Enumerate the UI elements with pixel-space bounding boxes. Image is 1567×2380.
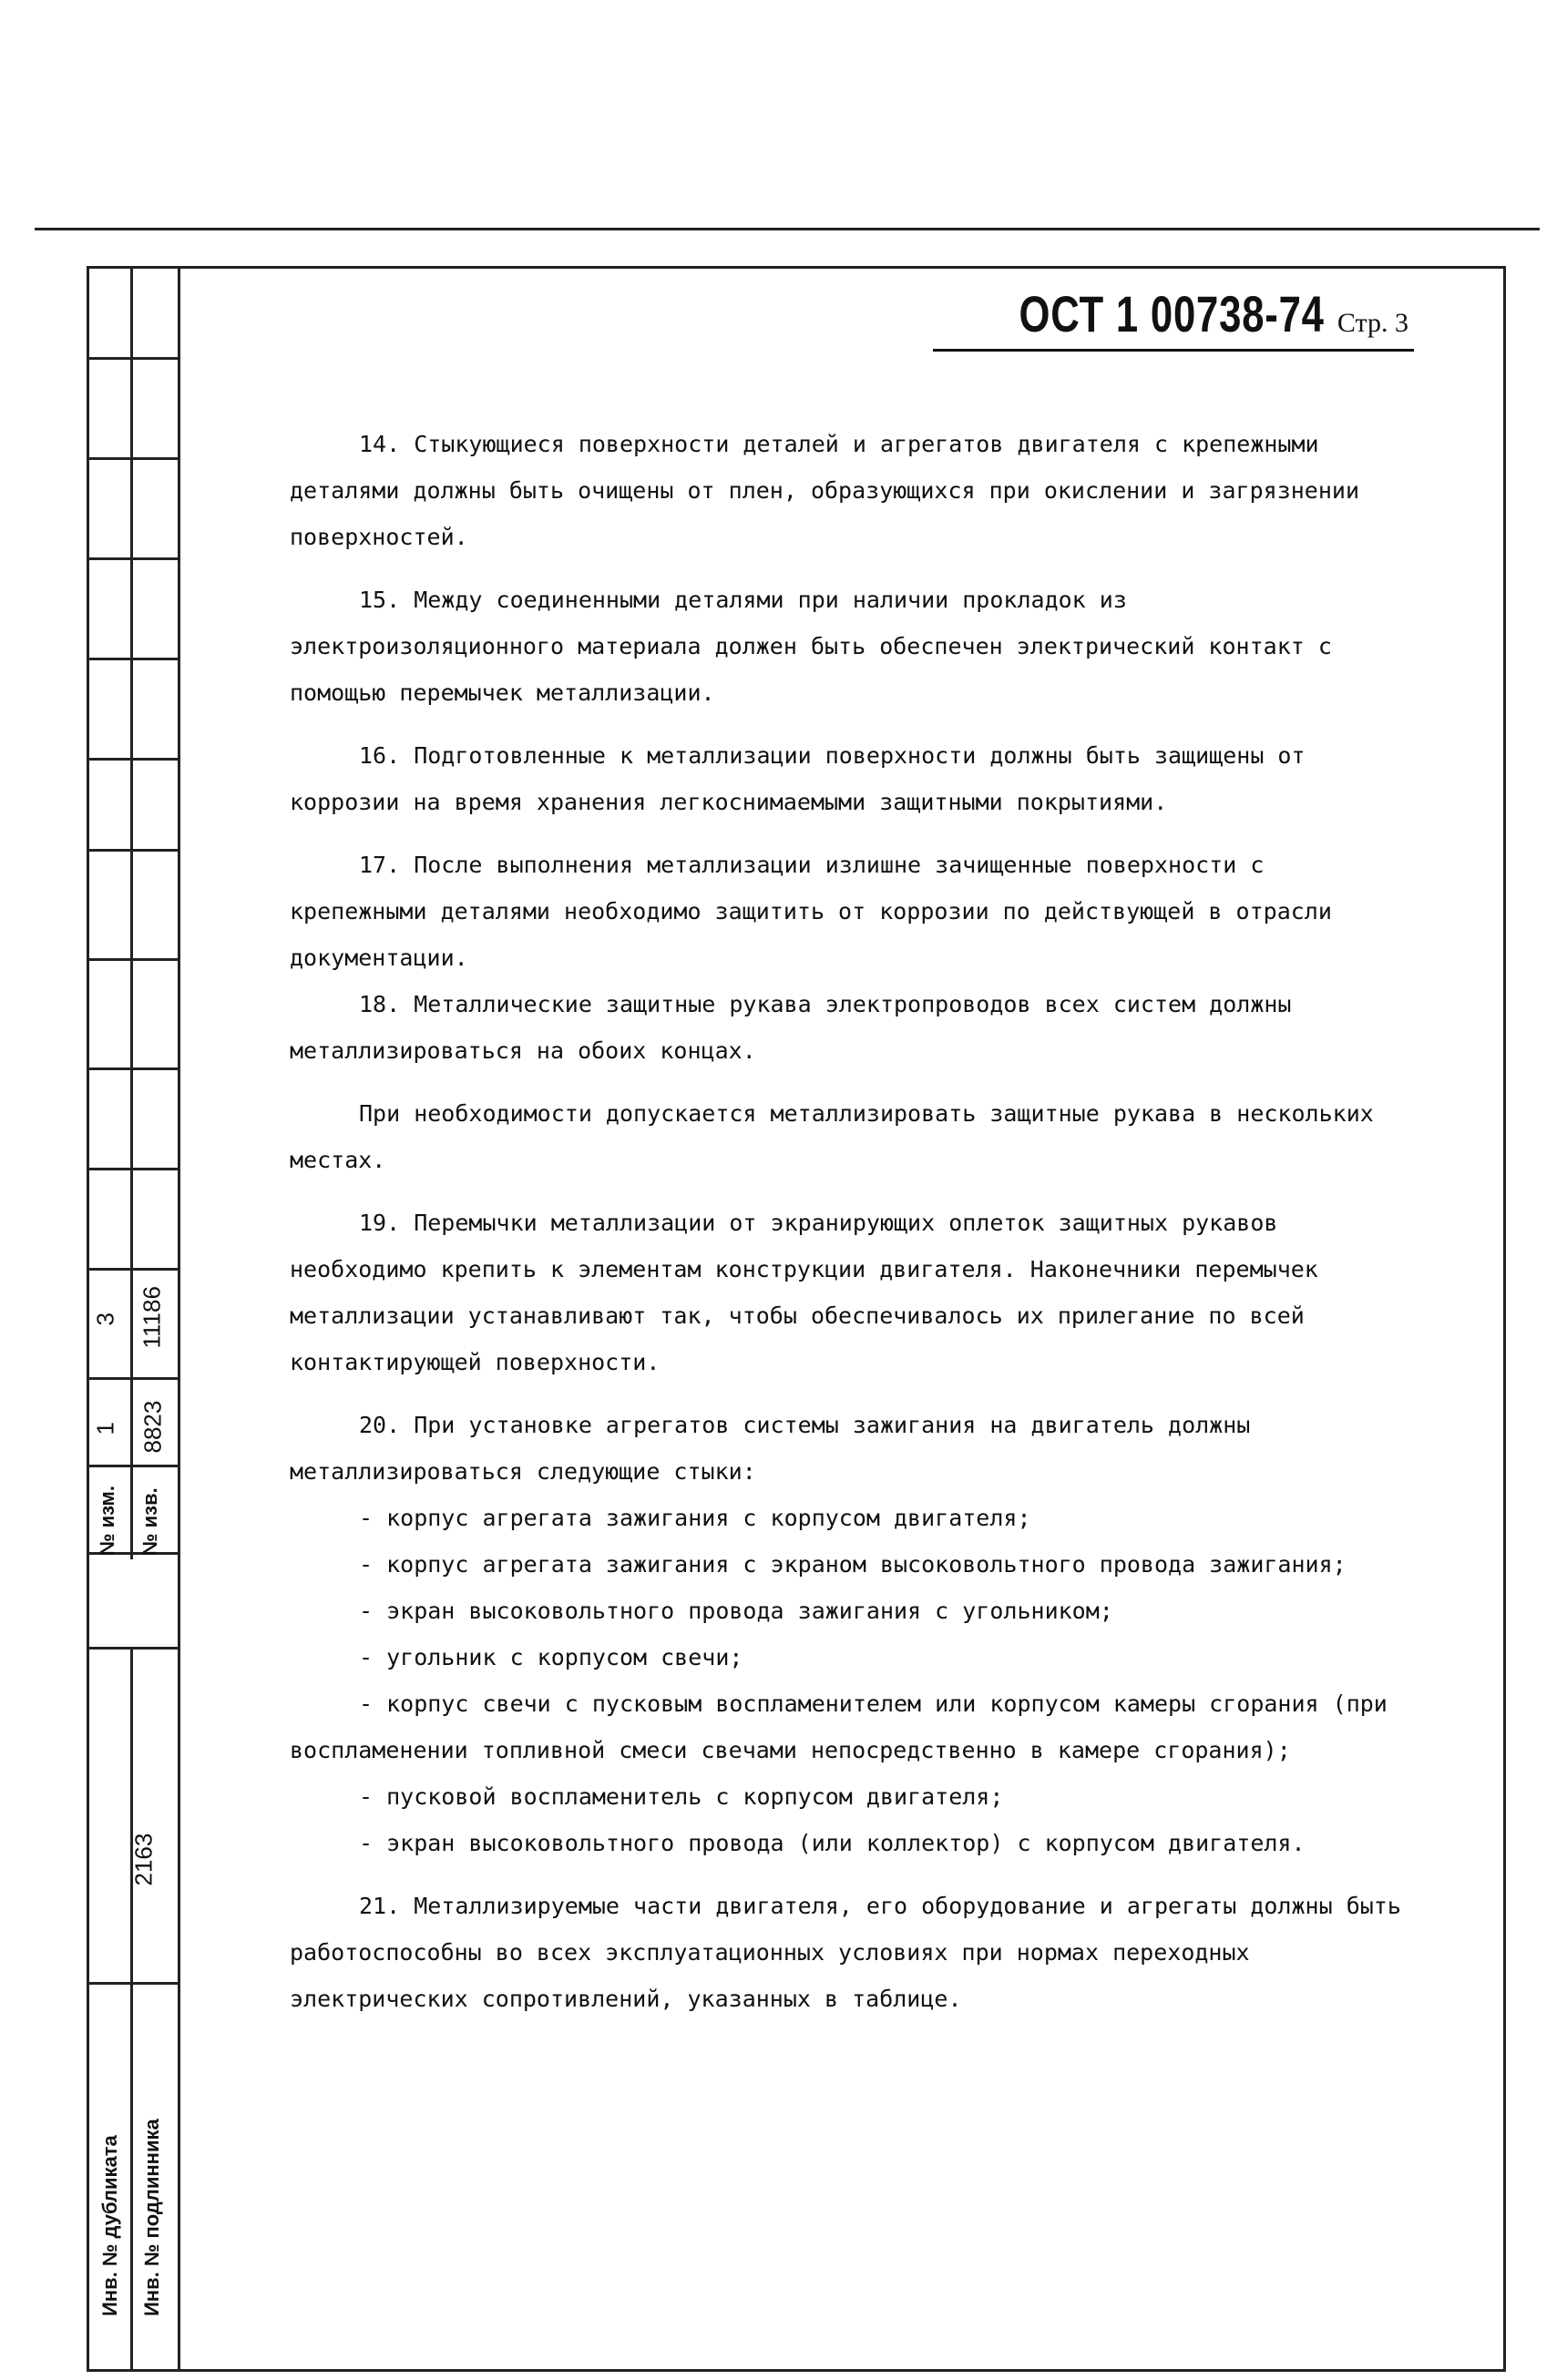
paragraph-14: 14. Стыкующиеся поверхности деталей и агрегатов двигателя с крепежными деталями должны быть очищены от плен, образующихся при окислении и загрязнении поверхностей. — [290, 431, 1359, 550]
paragraph-19: 19. Перемычки металлизации от экранирующих оплеток защитных рукавов необходимо крепить к элементам конструкции двигателя. Наконечники перемычек металлизации устанавливают так, чтобы обеспечивалось их прилегание по всей контактирующей поверхности. — [290, 1210, 1318, 1375]
document-code: ОСТ 1 00738-74 — [1019, 285, 1325, 342]
paragraph-15: 15. Между соединенными деталями при наличии прокладок из электроизоляционного материала должен быть обеспечен электрический контакт с помощью перемычек металлизации. — [290, 587, 1332, 706]
list-item: - корпус свечи с пусковым воспламенителем или корпусом камеры сгорания (при воспламенении топливной смеси свечами непосредственно в камере сгорания); — [290, 1691, 1388, 1763]
paragraph-18: 18. Металлические защитные рукава электропроводов всех систем должны металлизироваться на обоих концах. — [290, 991, 1292, 1064]
sidebar-separator — [178, 266, 180, 2372]
paragraph-16: 16. Подготовленные к металлизации поверхности должны быть защищены от коррозии на время хранения легкоснимаемыми защитными покрытиями. — [290, 742, 1306, 815]
page-number: Стр. 3 — [1337, 308, 1408, 338]
list-item: - пусковой воспламенитель с корпусом двигателя; — [359, 1783, 1004, 1810]
paragraph-21: 21. Металлизируемые части двигателя, его оборудование и агрегаты должны быть работоспособны во всех эксплуатационных условиях при нормах переходных электрических сопротивлений, указанных в таблице. — [290, 1893, 1401, 2012]
document-body — [290, 421, 1406, 2038]
notice-no-label: № изв. — [138, 1487, 161, 1556]
change-value-3: 3 — [91, 1313, 119, 1326]
paragraph-18-note: При необходимости допускается металлизировать защитные рукава в нескольких местах. — [290, 1100, 1374, 1173]
list-item: - экран высоковольтного провода зажигания с угольником; — [359, 1598, 1113, 1624]
revision-stamp-column — [87, 266, 178, 1559]
list-item: - угольник с корпусом свечи; — [359, 1644, 743, 1670]
paragraph-17: 17. После выполнения металлизации излишне зачищенные поверхности с крепежными деталями необходимо защитить от коррозии по действующей в отрасли документации. — [290, 852, 1332, 971]
notice-value-8823: 8823 — [138, 1400, 167, 1454]
change-no-label: № изм. — [96, 1486, 118, 1556]
original-inventory-number: 2163 — [129, 1833, 158, 1886]
change-value-1: 1 — [91, 1422, 119, 1435]
duplicate-inventory-label: Инв. № дубликата — [98, 2135, 121, 2316]
list-item: - корпус агрегата зажигания с экраном высоковольтного провода зажигания; — [359, 1551, 1347, 1578]
list-item: - экран высоковольтного провода (или коллектор) с корпусом двигателя. — [359, 1830, 1306, 1856]
top-rule — [35, 228, 1540, 230]
original-inventory-label: Инв. № подлинника — [140, 2119, 163, 2316]
page-header — [933, 284, 1414, 352]
paragraph-20: 20. При установке агрегатов системы зажигания на двигатель должны металлизироваться следующие стыки: — [290, 1412, 1251, 1485]
list-item: - корпус агрегата зажигания с корпусом двигателя; — [359, 1505, 1031, 1531]
notice-value-11186: 11186 — [138, 1286, 166, 1349]
